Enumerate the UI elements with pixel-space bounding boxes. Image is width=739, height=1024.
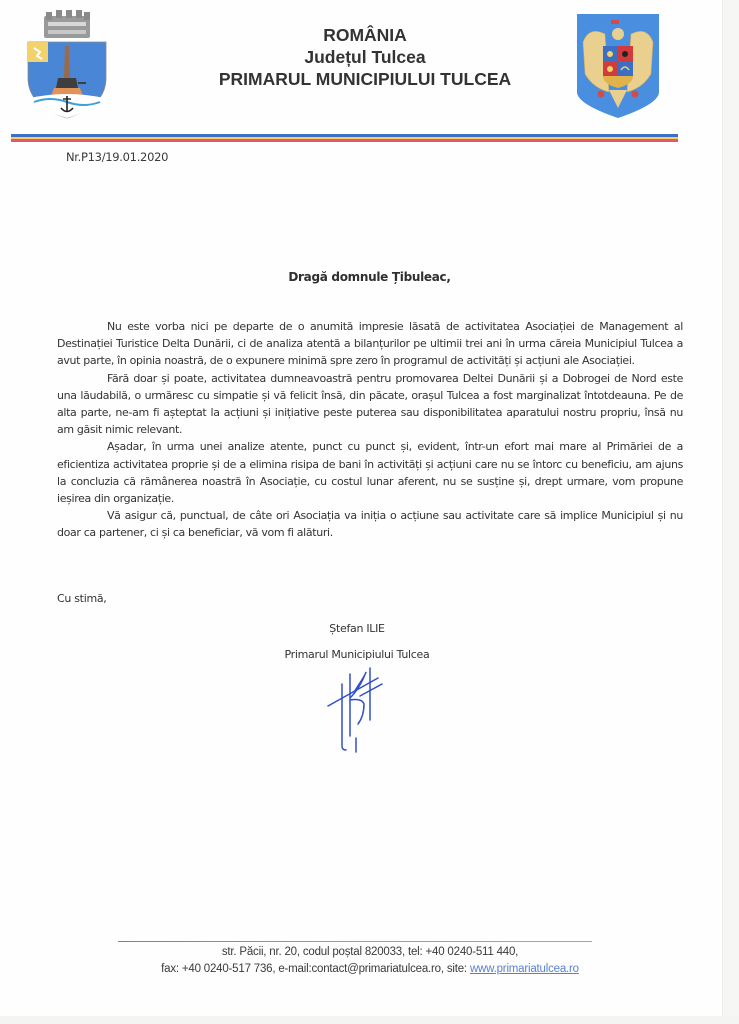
website-link[interactable]: www.primariatulcea.ro: [469, 963, 579, 975]
paragraph: Nu este vorba nici pe departe de o anumită impresie lăsată de activitatea Asociației de Management al Destinației Turistice Delta Dunării, ci de analiza atentă a bilanțurilor pe ultimii trei ani în urma căreia Municipiul Tulcea a avut parte, în opinia noastră, de o expunere minimă spre zero în programul de activități și acțiuni ale Asociației.: [57, 320, 683, 368]
registration-number: Nr.P13/19.01.2020: [66, 150, 169, 164]
footer-divider: [118, 941, 592, 942]
institution-title: PRIMARUL MUNICIPIULUI TULCEA: [218, 69, 512, 89]
footer-address: str. Păcii, nr. 20, codul poștal 820033, tel: +40 0240-511 440,: [221, 946, 519, 958]
county-title: Județul Tulcea: [304, 47, 426, 67]
handwritten-signature: [320, 664, 400, 754]
paragraph: Fără doar și poate, activitatea dumneavoastră pentru promovarea Deltei Dunării și a Dobrogei de Nord este una lăudabilă, o urmăresc cu simpatie și vă felicit însă, din păcate, orașul Tulcea a fost marginalizat întotdeauna. Pe de alta parte, ne-am fi așteptat la acțiuni și inițiative peste puterea sau disponibilitatea aparatului nostru propriu, însă nu am găsit nimic relevant.: [57, 371, 683, 437]
letterhead: [180, 24, 550, 90]
page-bottom-edge: [0, 1016, 739, 1024]
paragraph: Vă asigur că, punctual, de câte ori Asociația va iniția o acțiune sau activitate care să implice Municipiul și nu doar ca partener, ci și ca beneficiar, vă vom fi alături.: [57, 509, 683, 540]
paragraph: Așadar, în urma unei analize atente, punct cu punct și, evident, într-un efort mai mare al Primăriei de a eficientiza activitatea proprie și de a elimina risipa de bani în activități și acțiuni care nu se întorc cu beneficiu, am ajuns la concluzia că rămânerea noastră în Asociație, cu costul lunar aferent, nu se susține și, drept urmare, vom propune ieșirea din organizație.: [57, 440, 683, 506]
page-edge-shadow: [722, 0, 739, 1024]
signer-name: Ștefan ILIE: [329, 622, 385, 635]
tulcea-coat-of-arms-icon: [24, 8, 110, 120]
tricolor-red: [11, 139, 678, 142]
letter-body: [57, 318, 683, 542]
closing: Cu stimă,: [57, 592, 107, 605]
tricolor-divider: [11, 134, 678, 142]
country-title: ROMÂNIA: [323, 25, 407, 45]
footer-contact: [90, 963, 650, 975]
romania-coat-of-arms-icon: [575, 12, 661, 120]
signer-role: Primarul Municipiului Tulcea: [284, 648, 430, 661]
salutation: Dragă domnule Țibuleac,: [288, 270, 451, 284]
footer-contact-text: fax: +40 0240-517 736, e-mail:contact@primariatulcea.ro, site:: [161, 963, 470, 975]
